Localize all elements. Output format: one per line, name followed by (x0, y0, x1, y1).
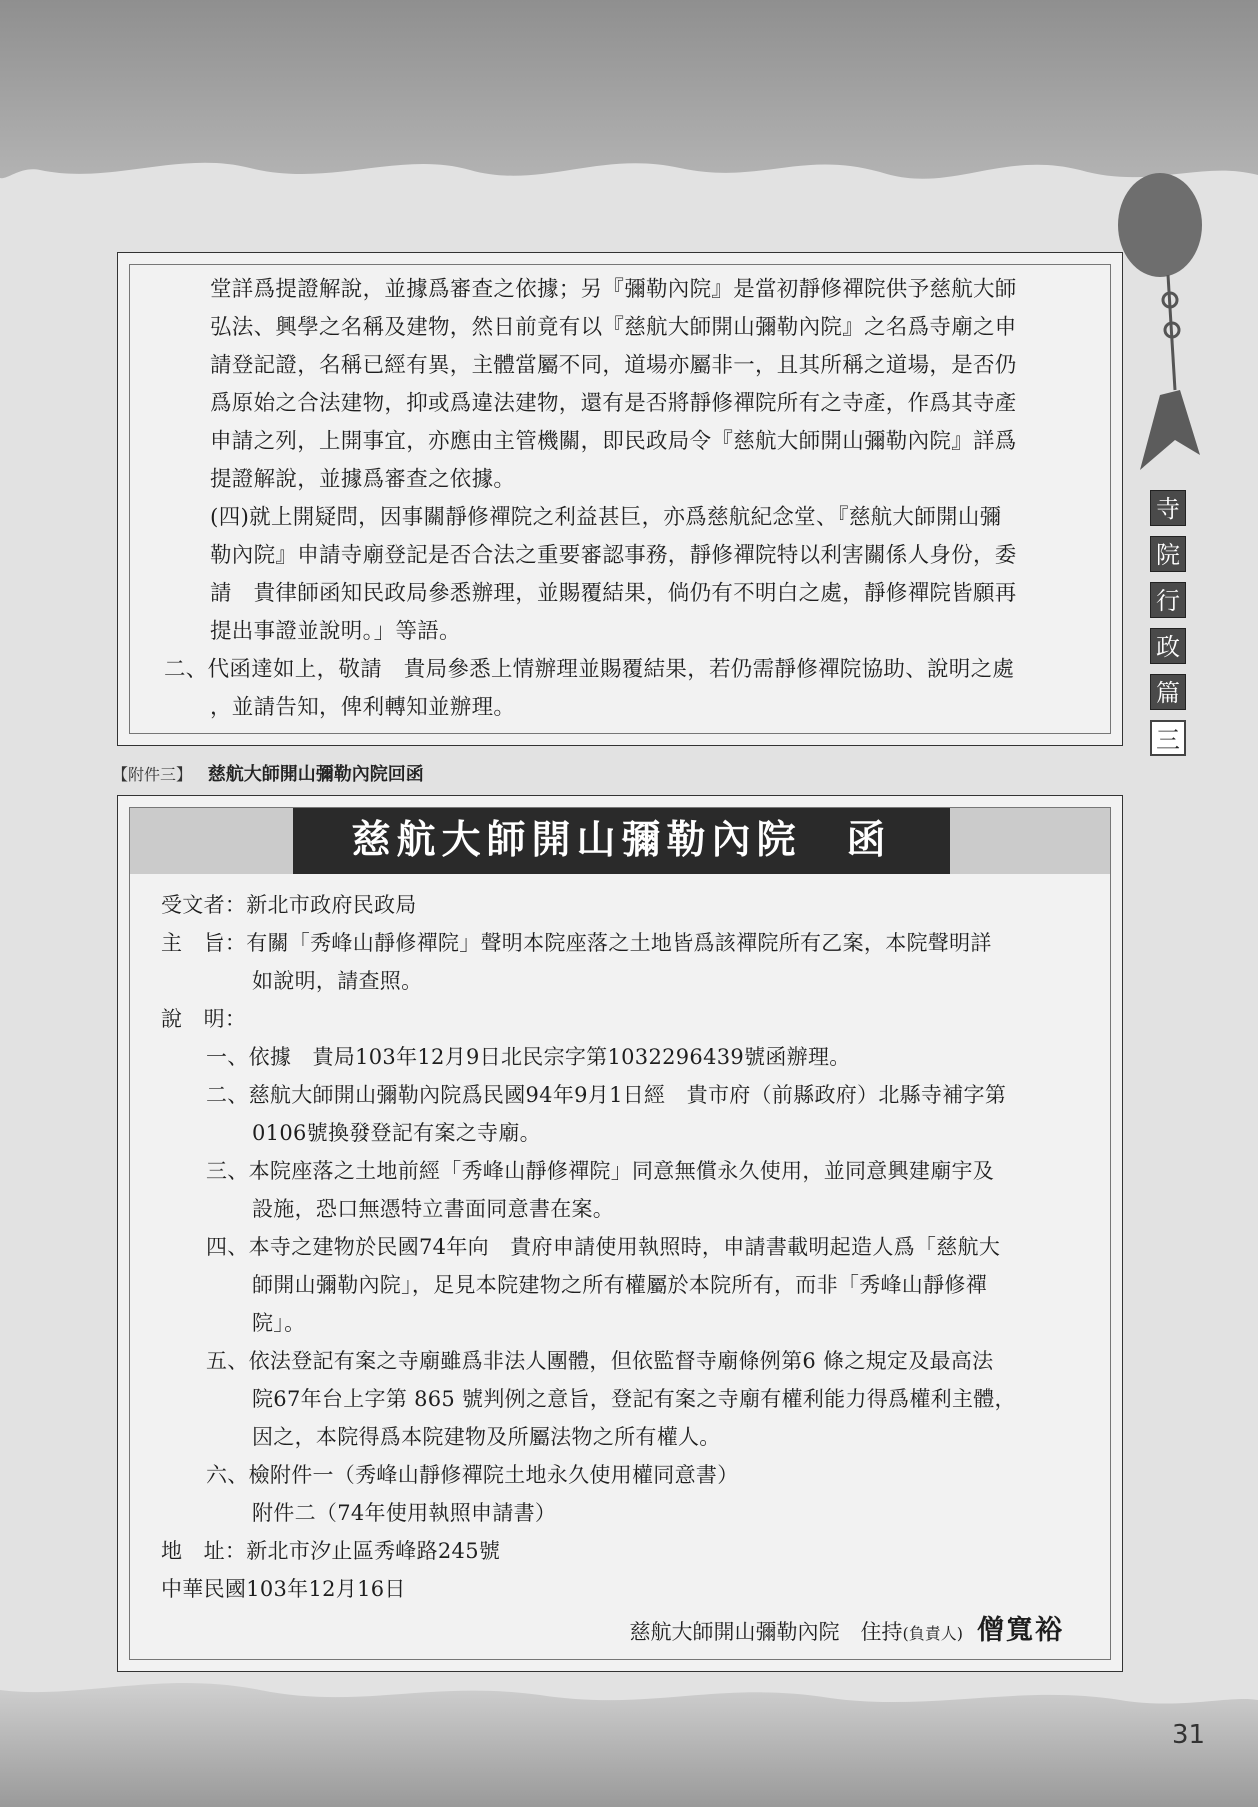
letter-line: 堂詳爲提證解說，並據爲審查之依據；另『彌勒內院』是當初靜修禪院供予慈航大師 (210, 277, 1017, 302)
letter-title: 慈航大師開山彌勒內院 函 (293, 808, 950, 874)
signature-org: 慈航大師開山彌勒內院 住持 (629, 1620, 903, 1644)
signature-line (630, 1612, 1065, 1653)
letter-line: ，並請告知，俾利轉知並辦理。 (210, 695, 516, 720)
reply-line: 師開山彌勒內院」，足見本院建物之所有權屬於本院所有，而非「秀峰山靜修禪 (252, 1273, 987, 1297)
reply-line: 三、本院座落之土地前經「秀峰山靜修禪院」同意無償永久使用，並同意興建廟宇及 (206, 1159, 995, 1183)
reply-line: 主 旨：有關「秀峰山靜修禪院」聲明本院座落之土地皆爲該禪院所有乙案，本院聲明詳 (161, 931, 992, 955)
signature-name: 僧寬裕 (977, 1615, 1064, 1646)
letter-line: 提出事證並說明。」等語。 (210, 619, 461, 644)
reply-line: 0106號換發登記有案之寺廟。 (252, 1121, 541, 1145)
letter-line: 弘法、興學之名稱及建物，然日前竟有以『慈航大師開山彌勒內院』之名爲寺廟之申 (210, 315, 1017, 340)
reply-line: 因之，本院得爲本院建物及所屬法物之所有權人。 (252, 1425, 721, 1449)
reply-line: 六、檢附件一（秀峰山靜修禪院土地永久使用權同意書） (206, 1463, 739, 1487)
attachment-caption (112, 760, 424, 786)
reply-line: 說 明： (161, 1007, 247, 1031)
side-tab-char: 寺 (1150, 490, 1186, 526)
attachment-title: 慈航大師開山彌勒內院回函 (207, 764, 424, 785)
side-tab-char: 院 (1150, 536, 1186, 572)
reply-line: 院」。 (252, 1311, 306, 1335)
reply-line: 附件二（74年使用執照申請書） (252, 1501, 557, 1525)
letter-line: (四)就上開疑問，因事關靜修禪院之利益甚巨，亦爲慈航紀念堂、『慈航大師開山彌 (210, 505, 1002, 530)
letter-line: 爲原始之合法建物，抑或爲違法建物，還有是否將靜修禪院所有之寺產，作爲其寺產 (210, 391, 1017, 416)
attachment-tag: 【附件三】 (112, 765, 193, 784)
reply-line: 五、依法登記有案之寺廟雖爲非法人團體，但依監督寺廟條例第6 條之規定及最高法 (206, 1349, 994, 1373)
side-tab-chapter-number: 三 (1150, 720, 1186, 756)
letter-line: 二、代函達如上，敬請 貴局參悉上情辦理並賜覆結果，若仍需靜修禪院協助、說明之處 (164, 657, 1015, 682)
letter-line: 勒內院』申請寺廟登記是否合法之重要審認事務，靜修禪院特以利害關係人身份，委 (210, 543, 1017, 568)
reply-line: 受文者：新北市政府民政局 (161, 893, 417, 917)
reply-line: 二、慈航大師開山彌勒內院爲民國94年9月1日經 貴市府（前縣政府）北縣寺補字第 (206, 1083, 1007, 1107)
letter-line: 請 貴律師函知民政局參悉辦理，並賜覆結果，倘仍有不明白之處，靜修禪院皆願再 (210, 581, 1017, 606)
letter-continuation-box (117, 252, 1123, 746)
page-number: 31 (1172, 1720, 1206, 1750)
letter-line: 提證解說，並據爲審查之依據。 (210, 467, 516, 492)
signature-role: (負責人) (902, 1624, 963, 1643)
reply-line: 設施，恐口無憑特立書面同意書在案。 (252, 1197, 615, 1221)
letter-line: 申請之列，上開事宜，亦應由主管機關，即民政局令『慈航大師開山彌勒內院』詳爲 (210, 429, 1017, 454)
reply-letter-box (117, 795, 1123, 1672)
side-tab-char: 篇 (1150, 674, 1186, 710)
side-tab-char: 政 (1150, 628, 1186, 664)
title-band (130, 808, 1110, 874)
letter-line: 請登記證，名稱已經有異，主體當屬不同，道場亦屬非一，且其所稱之道場，是否仍 (210, 353, 1017, 378)
side-tab-char: 行 (1150, 582, 1186, 618)
section-side-tabs (1150, 490, 1186, 766)
reply-line: 四、本寺之建物於民國74年向 貴府申請使用執照時，申請書載明起造人爲「慈航大 (206, 1235, 1001, 1259)
reply-line: 地 址：新北市汐止區秀峰路245號 (161, 1539, 501, 1563)
reply-line: 如說明，請查照。 (252, 969, 423, 993)
reply-line: 一、依據 貴局103年12月9日北民宗字第1032296439號函辦理。 (206, 1045, 851, 1069)
reply-line: 院67年台上字第 865 號判例之意旨，登記有案之寺廟有權利能力得爲權利主體， (252, 1387, 1016, 1411)
reply-line: 中華民國103年12月16日 (161, 1577, 406, 1601)
